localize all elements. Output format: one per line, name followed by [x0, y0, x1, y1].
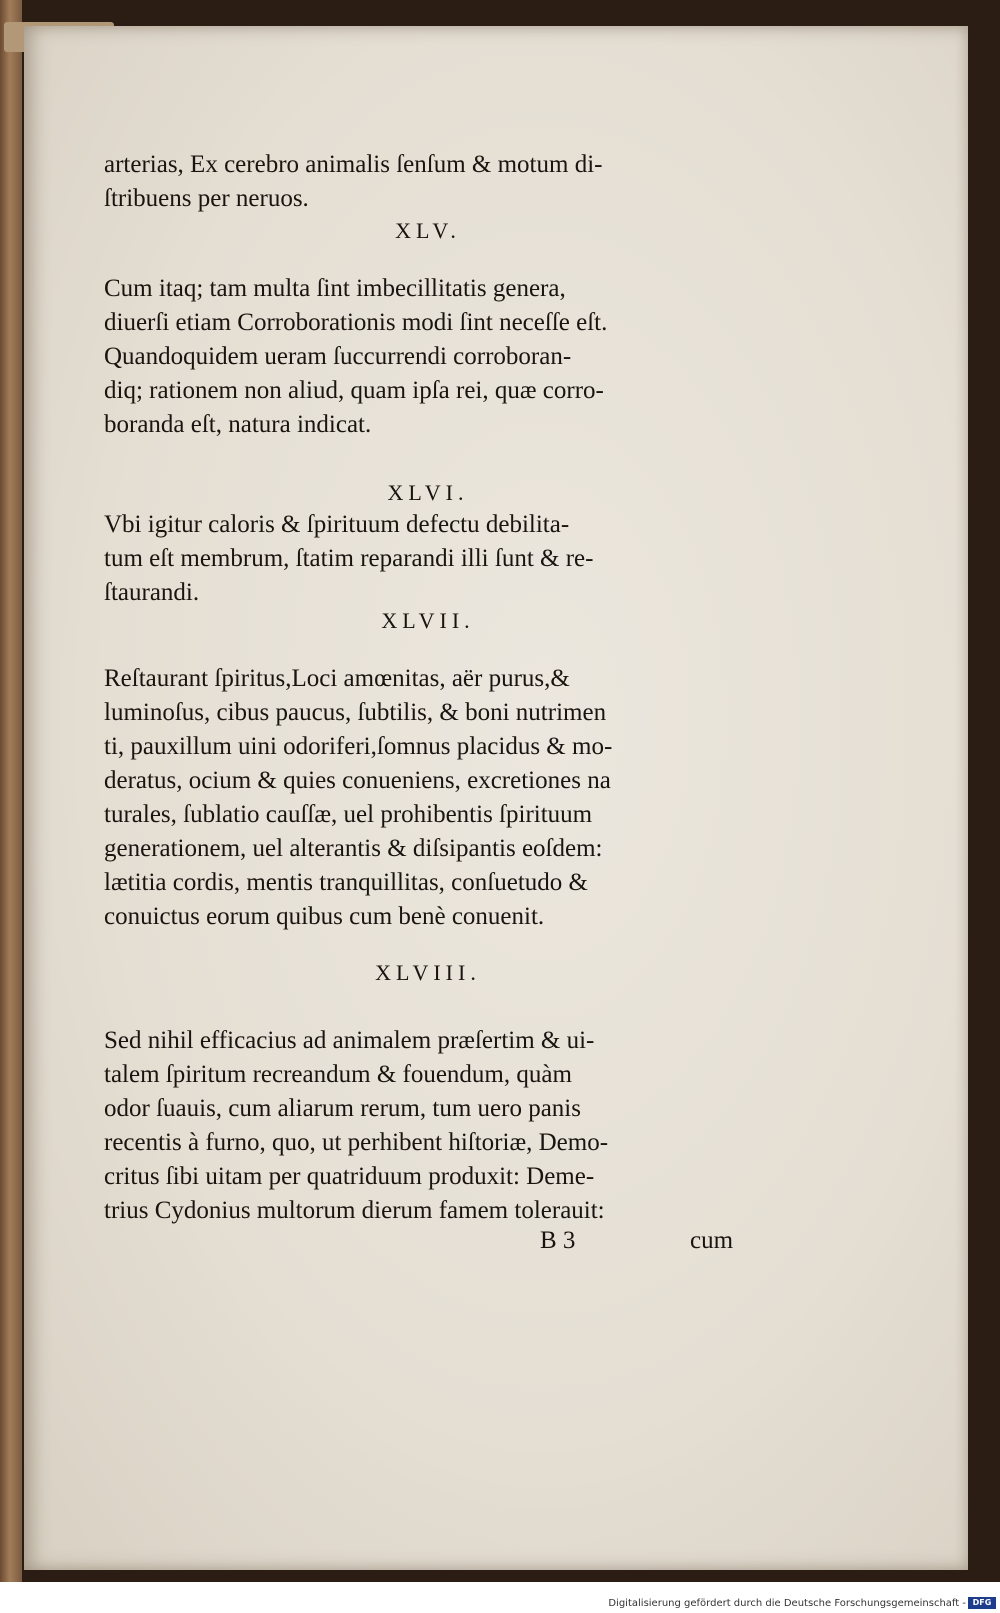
section-number: XLVII. — [381, 608, 475, 633]
text-line: deratus, ocium & quies conueniens, excretiones na — [104, 767, 611, 794]
section-text — [104, 272, 752, 442]
text-line: ti, pauxillum uini odoriferi,ſomnus placidus & mo- — [104, 733, 613, 760]
text-line: boranda eſt, natura indicat. — [104, 411, 372, 438]
text-line: recentis à furno, quo, ut perhibent hiſtoriæ, Demo- — [104, 1129, 609, 1156]
catchword: cum — [690, 1227, 734, 1254]
text-line: luminoſus, cibus paucus, ſubtilis, & boni nutrimen — [104, 699, 607, 726]
text-line: diq; rationem non aliud, quam ipſa rei, quæ corro- — [104, 377, 604, 404]
text-line: Quandoquidem ueram ſuccurrendi corroboran- — [104, 343, 572, 370]
text-line: tum eſt membrum, ſtatim reparandi illi ſunt & re- — [104, 545, 594, 572]
text-line: trius Cydonius multorum dierum famem tolerauit: — [104, 1197, 605, 1224]
top-text-block — [104, 148, 752, 216]
section-number: XLVI. — [387, 480, 469, 505]
text-line: Sed nihil efficacius ad animalem præſertim & ui- — [104, 1027, 595, 1054]
signature-mark: B 3 — [540, 1227, 576, 1254]
section-text — [104, 662, 752, 934]
book-spine — [0, 0, 22, 1613]
section-text — [104, 508, 752, 610]
section-text — [104, 1024, 752, 1228]
text-line: ſtribuens per neruos. — [104, 185, 309, 212]
text-line: Cum itaq; tam multa ſint imbecillitatis genera, — [104, 275, 566, 302]
text-line: talem ſpiritum recreandum & fouendum, quàm — [104, 1061, 572, 1088]
text-line: critus ſibi uitam per quatriduum produxit: Deme- — [104, 1163, 595, 1190]
text-line: ſtaurandi. — [104, 579, 200, 606]
dfg-logo: DFG — [968, 1597, 996, 1609]
text-line: odor ſuauis, cum aliarum rerum, tum uero panis — [104, 1095, 581, 1122]
text-line: turales, ſublatio cauſſæ, uel prohibentis ſpirituum — [104, 801, 593, 828]
text-line: Reſtaurant ſpiritus,Loci amœnitas, aër purus,& — [104, 665, 570, 692]
section-number: XLV. — [395, 218, 461, 243]
text-line: arterias, Ex cerebro animalis ſenſum & motum di- — [104, 151, 603, 178]
text-line: Vbi igitur caloris & ſpirituum defectu debilita- — [104, 511, 570, 538]
footer-credit: Digitalisierung gefördert durch die Deutsche Forschungsgemeinschaft - — [608, 1598, 966, 1609]
text-line: generationem, uel alterantis & diſsipantis eoſdem: — [104, 835, 603, 862]
text-line: conuictus eorum quibus cum benè conuenit. — [104, 903, 545, 930]
section-number: XLVIII. — [375, 960, 481, 985]
text-line: diuerſi etiam Corroborationis modi ſint neceſſe eſt. — [104, 309, 608, 336]
text-line: lætitia cordis, mentis tranquillitas, conſuetudo & — [104, 869, 588, 896]
